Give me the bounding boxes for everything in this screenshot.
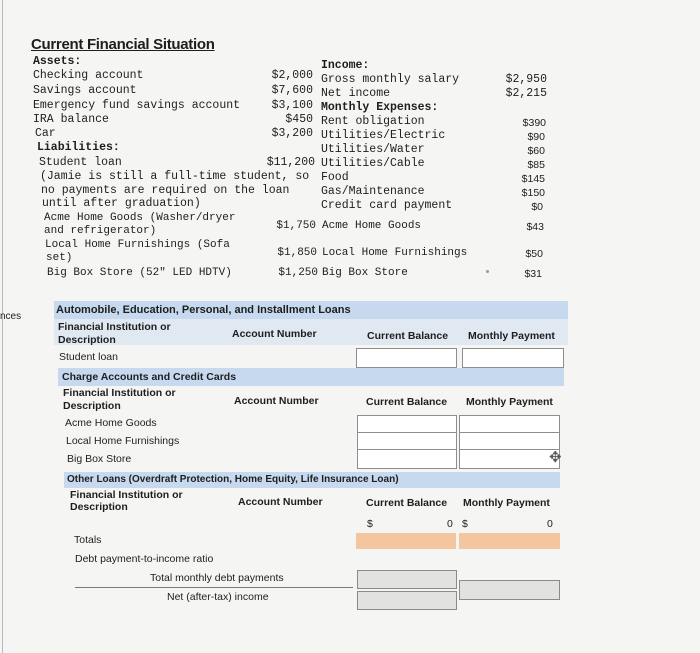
col-account-header: Account Number: [232, 328, 317, 340]
cursor-move-icon: ✥: [549, 448, 562, 466]
asset-value: $3,200: [271, 127, 313, 140]
expense-value: $43: [526, 221, 544, 233]
expense-value: $0: [531, 201, 543, 213]
net-income-field[interactable]: [357, 591, 457, 610]
income-heading: Income:: [321, 59, 370, 72]
liability-value: $1,850: [277, 247, 317, 259]
income-label: Net income: [321, 87, 391, 100]
col-institution-header: Description: [70, 501, 128, 513]
ratio-result-field[interactable]: [459, 580, 560, 600]
col-account-header: Account Number: [238, 496, 323, 508]
expense-label: Local Home Furnishings: [322, 247, 468, 259]
page-title: Current Financial Situation: [31, 36, 215, 53]
expense-label: Utilities/Water: [321, 143, 425, 156]
liabilities-heading: Liabilities:: [37, 141, 120, 154]
expenses-heading: Monthly Expenses:: [321, 101, 439, 114]
expense-label: Acme Home Goods: [322, 220, 422, 232]
asset-value: $3,100: [271, 99, 313, 112]
col-account-header: Account Number: [234, 395, 319, 407]
row-label: Acme Home Goods: [65, 417, 157, 429]
expense-label: Rent obligation: [321, 115, 425, 128]
expense-label: Big Box Store: [322, 267, 408, 279]
col-balance-header: Current Balance: [366, 497, 448, 509]
current-balance-field[interactable]: [356, 348, 457, 368]
liability-note: (Jamie is still a full-time student, so: [40, 170, 310, 183]
liability-label: Student loan: [39, 156, 122, 169]
dot-mark: [486, 270, 489, 273]
liability-label: Local Home Furnishings (Sofa: [45, 239, 230, 251]
expense-label: Gas/Maintenance: [321, 185, 425, 198]
liability-value: $1,750: [276, 220, 316, 232]
col-balance-header: Current Balance: [367, 330, 449, 342]
col-payment-header: Monthly Payment: [466, 396, 553, 408]
asset-label: IRA balance: [33, 113, 109, 126]
col-payment-header: Monthly Payment: [468, 330, 555, 342]
expense-value: $31: [524, 268, 542, 280]
liability-label: set): [46, 252, 73, 264]
expense-label: Credit card payment: [321, 199, 453, 212]
total-debt-label: Total monthly debt payments: [150, 572, 284, 584]
income-value: $2,215: [505, 87, 547, 100]
col-institution-header: Financial Institution or: [63, 387, 176, 399]
ratio-label: Debt payment-to-income ratio: [75, 553, 214, 565]
expense-value: $145: [521, 173, 545, 185]
current-balance-field[interactable]: [357, 449, 457, 469]
monthly-payment-field[interactable]: [462, 348, 564, 368]
liability-value: $11,200: [266, 156, 315, 169]
fraction-line: [75, 587, 353, 588]
income-value: $2,950: [505, 73, 547, 86]
total-balance-field[interactable]: [356, 533, 456, 549]
liability-label: Big Box Store (52" LED HDTV): [47, 267, 232, 279]
asset-value: $2,000: [271, 69, 313, 82]
page-edge: [0, 0, 3, 653]
side-label: nces: [0, 311, 22, 322]
col-payment-header: Monthly Payment: [463, 497, 550, 509]
row-label: Student loan: [59, 351, 118, 363]
net-income-label: Net (after-tax) income: [167, 591, 269, 603]
liability-label: Acme Home Goods (Washer/dryer: [44, 212, 236, 224]
section-title: Charge Accounts and Credit Cards: [62, 371, 237, 383]
asset-label: Car: [35, 127, 56, 140]
section-title: Other Loans (Overdraft Protection, Home Equity, Life Insurance Loan): [67, 474, 399, 485]
expense-label: Utilities/Electric: [321, 129, 446, 142]
expense-value: $60: [527, 145, 545, 157]
liability-note: no payments are required on the loan: [41, 184, 290, 197]
expense-label: Food: [321, 171, 349, 184]
expense-label: Utilities/Cable: [321, 157, 425, 170]
col-institution-header: Description: [58, 334, 116, 346]
expense-value: $50: [525, 248, 543, 260]
payment-currency: $: [462, 518, 468, 530]
asset-value: $450: [285, 113, 313, 126]
expense-value: $390: [522, 117, 546, 129]
liability-value: $1,250: [278, 267, 318, 279]
assets-heading: Assets:: [33, 55, 82, 68]
col-balance-header: Current Balance: [366, 396, 448, 408]
asset-label: Emergency fund savings account: [33, 99, 241, 112]
payment-value: 0: [547, 518, 553, 530]
row-label: Big Box Store: [67, 453, 132, 465]
col-institution-header: Description: [63, 400, 121, 412]
balance-currency: $: [367, 518, 373, 530]
row-label: Local Home Furnishings: [66, 435, 180, 447]
expense-value: $90: [527, 131, 545, 143]
asset-label: Savings account: [33, 84, 137, 97]
balance-value: 0: [447, 518, 453, 530]
totals-label: Totals: [74, 534, 102, 546]
expense-value: $150: [521, 187, 545, 199]
col-institution-header: Financial Institution or: [70, 489, 183, 501]
total-payment-field[interactable]: [459, 533, 560, 549]
asset-label: Checking account: [33, 69, 144, 82]
asset-value: $7,600: [271, 84, 313, 97]
col-institution-header: Financial Institution or: [58, 321, 171, 333]
total-debt-field[interactable]: [357, 570, 457, 589]
liability-note: until after graduation): [42, 197, 201, 210]
section-title: Automobile, Education, Personal, and Installment Loans: [56, 304, 351, 316]
income-label: Gross monthly salary: [321, 73, 460, 86]
expense-value: $85: [527, 159, 545, 171]
monthly-payment-field[interactable]: [459, 449, 560, 469]
liability-label: and refrigerator): [44, 225, 157, 237]
